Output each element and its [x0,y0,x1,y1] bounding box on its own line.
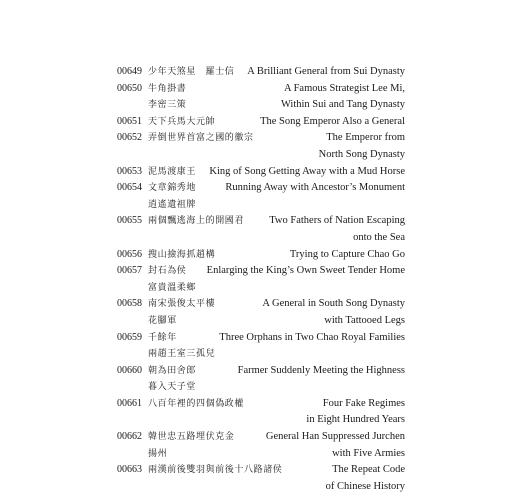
chinese-title [117,280,196,297]
chinese-text: 封石為侯 [148,266,187,277]
catalog-row-continued [117,379,405,396]
catalog-row [117,114,405,131]
catalog-row-continued [117,230,405,247]
chinese-title [117,114,215,131]
catalog-row [117,180,405,197]
chinese-title [117,462,282,479]
catalog-row [117,429,405,446]
chinese-title [117,313,177,330]
chinese-text: 搜山撿海抓趙構 [148,249,216,260]
english-title: King of Song Getting Away with a Mud Horse [209,165,405,177]
chinese-title [117,81,186,98]
entry-code: 00663 [117,464,142,476]
chinese-text: 兩個飄逃海上的開國君 [148,216,245,227]
catalog-row-continued [117,197,405,214]
entry-code: 00650 [117,82,142,94]
catalog-row [117,296,405,313]
catalog-list [117,64,405,495]
english-title: in Eight Hundred Years [306,414,405,426]
chinese-title [117,479,148,496]
english-title: Enlarging the King’s Own Sweet Tender Home [206,265,405,277]
chinese-title [117,164,196,181]
chinese-text: 暮入天子堂 [148,382,197,393]
chinese-title [117,230,148,247]
catalog-row [117,396,405,413]
catalog-row [117,462,405,479]
catalog-row-continued [117,97,405,114]
chinese-title [117,213,244,230]
chinese-text: 富貴溫柔鄉 [148,282,197,293]
english-title: Trying to Capture Chao Go [289,248,405,260]
catalog-row-continued [117,346,405,363]
chinese-text: 少年天煞星 羅士信 [148,67,235,77]
entry-code: 00661 [117,397,142,409]
chinese-text: 兩趙王室三孤兒 [148,349,216,360]
chinese-title [117,429,234,446]
chinese-text: 南宋張俊太平樓 [148,299,216,310]
english-title: onto the Sea [353,231,405,243]
catalog-row [117,213,405,230]
english-title: with Tattooed Legs [324,314,405,326]
english-title: A Brilliant General from Sui Dynasty [247,66,405,77]
chinese-text: 花腳軍 [148,315,177,326]
english-title: of Chinese History [325,480,405,492]
entry-code: 00657 [117,265,142,277]
chinese-text: 牛角掛書 [148,83,187,94]
english-title: Four Fake Regimes [322,397,405,409]
entry-code: 00654 [117,182,142,194]
catalog-row-continued [117,280,405,297]
english-title: A General in South Song Dynasty [262,298,405,310]
chinese-text: 弄倒世界首富之國的徽宗 [148,133,254,144]
catalog-row [117,263,405,280]
chinese-title [117,296,215,313]
chinese-title [117,263,186,280]
catalog-row-continued [117,412,405,429]
english-title: with Five Armies [332,447,405,459]
chinese-text: 韓世忠五路埋伏克金 [148,432,235,443]
catalog-row-continued [117,313,405,330]
chinese-title [117,130,254,147]
chinese-title [117,446,167,463]
chinese-title [117,412,148,429]
english-title: The Emperor from [326,132,405,144]
chinese-text: 泥馬渡康王 [148,166,197,177]
chinese-title [117,379,196,396]
chinese-text: 兩漢前後雙羽與前後十八路諸侯 [148,465,283,476]
english-title: The Song Emperor Also a General [260,115,405,127]
entry-code: 00651 [117,115,142,127]
entry-code: 00659 [117,331,142,343]
english-title: Farmer Suddenly Meeting the Highness [237,364,405,376]
english-title: General Han Suppressed Jurchen [265,431,405,443]
catalog-row [117,130,405,147]
english-title: Running Away with Ancestor’s Monument [225,182,405,194]
chinese-title [117,97,186,114]
english-title: Within Sui and Tang Dynasty [280,99,405,111]
english-title: A Famous Strategist Lee Mi, [283,82,405,94]
entry-code: 00653 [117,165,142,177]
entry-code: 00652 [117,132,142,144]
english-title: North Song Dynasty [318,148,405,160]
entry-code: 00649 [117,66,142,77]
entry-code: 00655 [117,215,142,227]
chinese-title [117,247,215,264]
catalog-row [117,247,405,264]
entry-code: 00660 [117,364,142,376]
chinese-text: 千餘年 [148,332,177,343]
chinese-text: 八百年裡的四個偽政權 [148,398,245,409]
entry-code: 00656 [117,248,142,260]
chinese-text: 文章錦秀地 [148,183,197,194]
english-title: The Repeat Code [332,464,405,476]
chinese-title [117,346,215,363]
chinese-title [117,147,148,164]
chinese-text: 天下兵馬大元帥 [148,116,216,127]
catalog-row [117,363,405,380]
catalog-row [117,164,405,181]
catalog-row [117,81,405,98]
chinese-title [117,330,177,347]
entry-code: 00662 [117,431,142,443]
english-title: Three Orphans in Two Chao Royal Families [219,331,405,343]
chinese-text: 朝為田舍郎 [148,365,197,376]
english-title: Two Fathers of Nation Escaping [269,215,405,227]
catalog-row-continued [117,147,405,164]
chinese-title [117,396,244,413]
chinese-title [117,180,196,197]
chinese-title [117,197,196,214]
catalog-row-continued [117,479,405,496]
catalog-row [117,330,405,347]
chinese-title [117,363,196,380]
catalog-row-continued [117,446,405,463]
chinese-text: 揚州 [148,448,168,459]
catalog-row [117,64,405,81]
chinese-text: 逍遙遺祖牌 [148,199,197,210]
entry-code: 00658 [117,298,142,310]
chinese-title [117,64,234,81]
chinese-text: 李密三策 [148,100,187,111]
